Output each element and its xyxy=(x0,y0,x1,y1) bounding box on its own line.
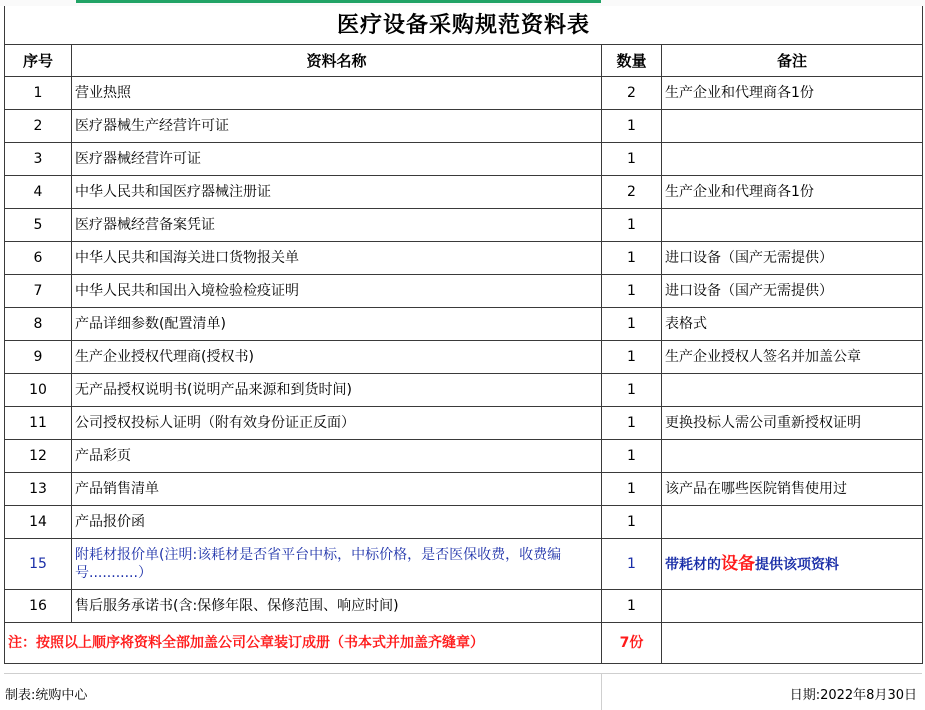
cell-no[interactable]: 16 xyxy=(5,590,72,623)
cell-name[interactable]: 中华人民共和国出入境检验检疫证明 xyxy=(72,275,602,308)
table-row xyxy=(5,308,923,341)
table-row xyxy=(5,275,923,308)
table-row xyxy=(5,374,923,407)
table-row xyxy=(5,143,923,176)
cell-remark[interactable] xyxy=(662,440,923,473)
title-row xyxy=(5,6,923,45)
footer-row xyxy=(5,623,923,664)
made-by-label[interactable]: 制表:统购中心 xyxy=(5,688,88,703)
cell-no[interactable]: 4 xyxy=(5,176,72,209)
cell-name[interactable]: 产品报价函 xyxy=(72,506,602,539)
cell-qty[interactable]: 1 xyxy=(602,590,662,623)
cell-name[interactable]: 公司授权投标人证明（附有效身份证正反面） xyxy=(72,407,602,440)
cell-no[interactable]: 12 xyxy=(5,440,72,473)
cell-remark[interactable] xyxy=(662,539,923,590)
cell-no[interactable]: 10 xyxy=(5,374,72,407)
cell-qty[interactable]: 1 xyxy=(602,539,662,590)
cell-name[interactable]: 中华人民共和国海关进口货物报关单 xyxy=(72,242,602,275)
header-name[interactable]: 资料名称 xyxy=(72,45,602,77)
table-row xyxy=(5,407,923,440)
cell-qty[interactable]: 1 xyxy=(602,209,662,242)
cell-qty[interactable]: 1 xyxy=(602,242,662,275)
cell-remark[interactable] xyxy=(662,110,923,143)
cell-name[interactable]: 中华人民共和国医疗器械注册证 xyxy=(72,176,602,209)
footer-note[interactable]: 注：按照以上顺序将资料全部加盖公司公章装订成册（书本式并加盖齐缝章） xyxy=(5,623,602,664)
cell-qty[interactable]: 1 xyxy=(602,275,662,308)
cell-name[interactable]: 产品详细参数(配置清单) xyxy=(72,308,602,341)
cell-remark[interactable]: 生产企业授权人签名并加盖公章 xyxy=(662,341,923,374)
cell-name[interactable]: 售后服务承诺书(含:保修年限、保修范围、响应时间) xyxy=(72,590,602,623)
cell-remark[interactable]: 表格式 xyxy=(662,308,923,341)
cell-no[interactable]: 6 xyxy=(5,242,72,275)
table-row xyxy=(5,242,923,275)
cell-qty[interactable]: 1 xyxy=(602,407,662,440)
cell-remark[interactable]: 生产企业和代理商各1份 xyxy=(662,77,923,110)
cell-remark[interactable]: 进口设备（国产无需提供） xyxy=(662,275,923,308)
remark-part-b: 设备 xyxy=(721,553,755,574)
cell-remark[interactable]: 该产品在哪些医院销售使用过 xyxy=(662,473,923,506)
table-row xyxy=(5,539,923,590)
cell-qty[interactable]: 1 xyxy=(602,440,662,473)
cell-qty[interactable]: 1 xyxy=(602,110,662,143)
cell-remark[interactable] xyxy=(662,209,923,242)
gridline xyxy=(601,673,602,710)
footer-remark[interactable] xyxy=(662,623,923,664)
cell-name[interactable]: 产品彩页 xyxy=(72,440,602,473)
cell-name[interactable]: 产品销售清单 xyxy=(72,473,602,506)
cell-remark[interactable]: 进口设备（国产无需提供） xyxy=(662,242,923,275)
cell-no[interactable]: 11 xyxy=(5,407,72,440)
date-label[interactable]: 日期:2022年8月30日 xyxy=(789,688,917,703)
table-row xyxy=(5,506,923,539)
cell-no[interactable]: 15 xyxy=(5,539,72,590)
cell-qty[interactable]: 1 xyxy=(602,308,662,341)
cell-name[interactable]: 医疗器械经营备案凭证 xyxy=(72,209,602,242)
cell-name[interactable]: 附耗材报价单(注明:该耗材是否省平台中标，中标价格，是否医保收费，收费编号...........） xyxy=(72,539,602,590)
cell-name[interactable]: 医疗器械生产经营许可证 xyxy=(72,110,602,143)
cell-remark[interactable] xyxy=(662,506,923,539)
cell-qty[interactable]: 1 xyxy=(602,341,662,374)
cell-name[interactable]: 医疗器械经营许可证 xyxy=(72,143,602,176)
header-no[interactable]: 序号 xyxy=(5,45,72,77)
table-row xyxy=(5,440,923,473)
header-remark[interactable]: 备注 xyxy=(662,45,923,77)
cell-name[interactable]: 营业热照 xyxy=(72,77,602,110)
cell-qty[interactable]: 2 xyxy=(602,77,662,110)
cell-qty[interactable]: 1 xyxy=(602,473,662,506)
cell-remark[interactable] xyxy=(662,590,923,623)
table-row xyxy=(5,341,923,374)
cell-no[interactable]: 13 xyxy=(5,473,72,506)
cell-no[interactable]: 1 xyxy=(5,77,72,110)
cell-qty[interactable]: 2 xyxy=(602,176,662,209)
column-selection-indicator xyxy=(76,0,601,3)
cell-qty[interactable]: 1 xyxy=(602,143,662,176)
table-row xyxy=(5,590,923,623)
gridline xyxy=(4,673,922,674)
table-row xyxy=(5,209,923,242)
cell-no[interactable]: 8 xyxy=(5,308,72,341)
cell-no[interactable]: 9 xyxy=(5,341,72,374)
footer-qty[interactable]: 7份 xyxy=(602,623,662,664)
cell-remark[interactable] xyxy=(662,143,923,176)
cell-qty[interactable]: 1 xyxy=(602,374,662,407)
cell-no[interactable]: 3 xyxy=(5,143,72,176)
table-row xyxy=(5,77,923,110)
table-row xyxy=(5,176,923,209)
page-title[interactable]: 医疗设备采购规范资料表 xyxy=(5,6,923,45)
table-row xyxy=(5,473,923,506)
cell-qty[interactable]: 1 xyxy=(602,506,662,539)
cell-name[interactable]: 生产企业授权代理商(授权书) xyxy=(72,341,602,374)
cell-no[interactable]: 2 xyxy=(5,110,72,143)
header-qty[interactable]: 数量 xyxy=(602,45,662,77)
procurement-table xyxy=(4,6,923,664)
cell-no[interactable]: 7 xyxy=(5,275,72,308)
header-row xyxy=(5,45,923,77)
cell-name[interactable]: 无产品授权说明书(说明产品来源和到货时间) xyxy=(72,374,602,407)
cell-no[interactable]: 14 xyxy=(5,506,72,539)
table-row xyxy=(5,110,923,143)
remark-part-a: 带耗材的 xyxy=(665,556,721,573)
cell-remark[interactable] xyxy=(662,374,923,407)
remark-part-c: 提供该项资料 xyxy=(755,556,839,573)
cell-remark[interactable]: 生产企业和代理商各1份 xyxy=(662,176,923,209)
cell-no[interactable]: 5 xyxy=(5,209,72,242)
cell-remark[interactable]: 更换投标人需公司重新授权证明 xyxy=(662,407,923,440)
